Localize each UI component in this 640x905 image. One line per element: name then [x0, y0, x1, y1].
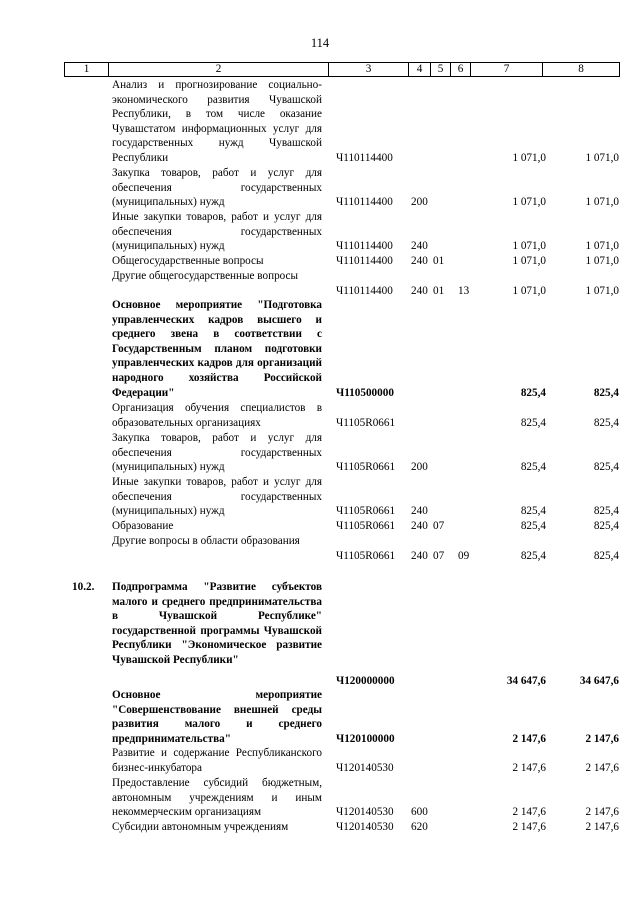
row-code: Ч110114400	[336, 240, 393, 252]
row-name: Предоставление субсидий бюджетным, автономным учреждениям и иным некоммерческим организациям	[112, 777, 322, 819]
row-rz: 01	[433, 255, 445, 267]
row-vr: 240	[411, 520, 428, 532]
page-number: 114	[310, 36, 330, 50]
row-code: Ч120100000	[336, 733, 395, 745]
row-value-7: 1 071,0	[512, 255, 546, 267]
row-value-8: 825,4	[593, 550, 619, 562]
row-value-8: 825,4	[593, 520, 619, 532]
row-value-7: 825,4	[520, 461, 546, 473]
row-name: Основное мероприятие "Совершенствование внешней среды развития малого и среднего предпринимательства"	[112, 689, 322, 745]
row-name: Иные закупки товаров, работ и услуг для обеспечения государственных (муниципальных) нужд	[112, 211, 322, 253]
row-code: Ч1105R0661	[336, 417, 396, 429]
row-value-7: 1 071,0	[512, 285, 546, 297]
row-value-8: 34 647,6	[579, 675, 619, 687]
row-name: Анализ и прогнозирование социально-экономического развития Чувашской Республики, в том числе оказание Чувашстатом информационных услуг для государственных нужд Чувашской Республики	[112, 79, 322, 164]
row-value-7: 2 147,6	[512, 733, 546, 745]
row-code: Ч120140530	[336, 821, 394, 833]
header-col-4: 4	[409, 63, 431, 76]
row-code: Ч120140530	[336, 762, 394, 774]
header-col-2: 2	[109, 63, 329, 76]
table-header	[64, 62, 620, 77]
row-value-7: 825,4	[520, 417, 546, 429]
row-value-7: 825,4	[520, 520, 546, 532]
row-rz: 07	[433, 550, 445, 562]
row-pr: 13	[458, 285, 470, 297]
header-col-8: 8	[578, 63, 584, 75]
row-vr: 200	[411, 461, 428, 473]
row-value-7: 1 071,0	[512, 240, 546, 252]
row-value-7: 2 147,6	[512, 806, 546, 818]
row-value-7: 825,4	[520, 505, 546, 517]
row-name: Иные закупки товаров, работ и услуг для обеспечения государственных (муниципальных) нужд	[112, 476, 322, 518]
row-value-8: 1 071,0	[585, 240, 619, 252]
row-name: Другие общегосударственные вопросы	[112, 270, 299, 282]
row-value-7: 825,4	[520, 550, 546, 562]
row-rz: 01	[433, 285, 445, 297]
row-code: Ч110114400	[336, 255, 393, 267]
row-code: Ч110114400	[336, 196, 393, 208]
header-col-7: 7	[471, 63, 543, 76]
row-value-8: 825,4	[593, 387, 619, 399]
row-value-8: 1 071,0	[585, 285, 619, 297]
row-value-8: 2 147,6	[585, 821, 619, 833]
row-value-7: 34 647,6	[506, 675, 546, 687]
row-vr: 240	[411, 505, 428, 517]
row-value-7: 1 071,0	[512, 196, 546, 208]
row-value-8: 2 147,6	[585, 733, 619, 745]
row-name: Организация обучения специалистов в образовательных организациях	[112, 402, 322, 429]
row-vr: 620	[411, 821, 428, 833]
row-value-7: 2 147,6	[512, 762, 546, 774]
row-value-8: 825,4	[593, 417, 619, 429]
row-rz: 07	[433, 520, 445, 532]
row-vr: 200	[411, 196, 428, 208]
row-number: 10.2.	[72, 581, 95, 593]
row-pr: 09	[458, 550, 470, 562]
row-name: Подпрограмма "Развитие субъектов малого и среднего предпринимательства в Чувашской Республике" государственной программы Чувашской Республики "Экономическое развитие Чувашской Республики"	[112, 581, 322, 666]
row-value-8: 1 071,0	[585, 152, 619, 164]
row-value-7: 2 147,6	[512, 821, 546, 833]
row-value-8: 2 147,6	[585, 806, 619, 818]
row-name: Субсидии автономным учреждениям	[112, 821, 289, 833]
row-value-8: 1 071,0	[585, 196, 619, 208]
row-code: Ч1105R0661	[336, 505, 396, 517]
row-value-8: 825,4	[593, 505, 619, 517]
row-name: Закупка товаров, работ и услуг для обеспечения государственных (муниципальных) нужд	[112, 432, 322, 474]
row-name: Общегосударственные вопросы	[112, 255, 264, 267]
row-value-7: 1 071,0	[512, 152, 546, 164]
row-vr: 240	[411, 255, 428, 267]
row-name: Образование	[112, 520, 174, 532]
header-col-5: 5	[431, 63, 451, 76]
row-code: Ч120000000	[336, 675, 395, 687]
row-name: Закупка товаров, работ и услуг для обеспечения государственных (муниципальных) нужд	[112, 167, 322, 209]
row-vr: 600	[411, 806, 428, 818]
row-code: Ч110114400	[336, 285, 393, 297]
row-vr: 240	[411, 285, 428, 297]
row-vr: 240	[411, 550, 428, 562]
row-code: Ч1105R0661	[336, 461, 396, 473]
row-code: Ч1105R0661	[336, 520, 396, 532]
row-code: Ч110114400	[336, 152, 393, 164]
row-name: Другие вопросы в области образования	[112, 535, 300, 547]
row-value-8: 1 071,0	[585, 255, 619, 267]
row-code: Ч110500000	[336, 387, 394, 399]
row-name: Основное мероприятие "Подготовка управленческих кадров высшего и среднего звена в соответствии с Государственным планом подготовки управленческих кадров для организаций народного хозяйства Российской Федерации"	[112, 299, 322, 399]
row-value-7: 825,4	[520, 387, 546, 399]
header-col-6: 6	[451, 63, 471, 76]
row-value-8: 825,4	[593, 461, 619, 473]
row-vr: 240	[411, 240, 428, 252]
row-name: Развитие и содержание Республиканского бизнес-инкубатора	[112, 747, 322, 774]
header-col-1: 1	[65, 63, 109, 76]
row-value-8: 2 147,6	[585, 762, 619, 774]
row-code: Ч120140530	[336, 806, 394, 818]
header-col-3: 3	[329, 63, 409, 76]
row-code: Ч1105R0661	[336, 550, 396, 562]
